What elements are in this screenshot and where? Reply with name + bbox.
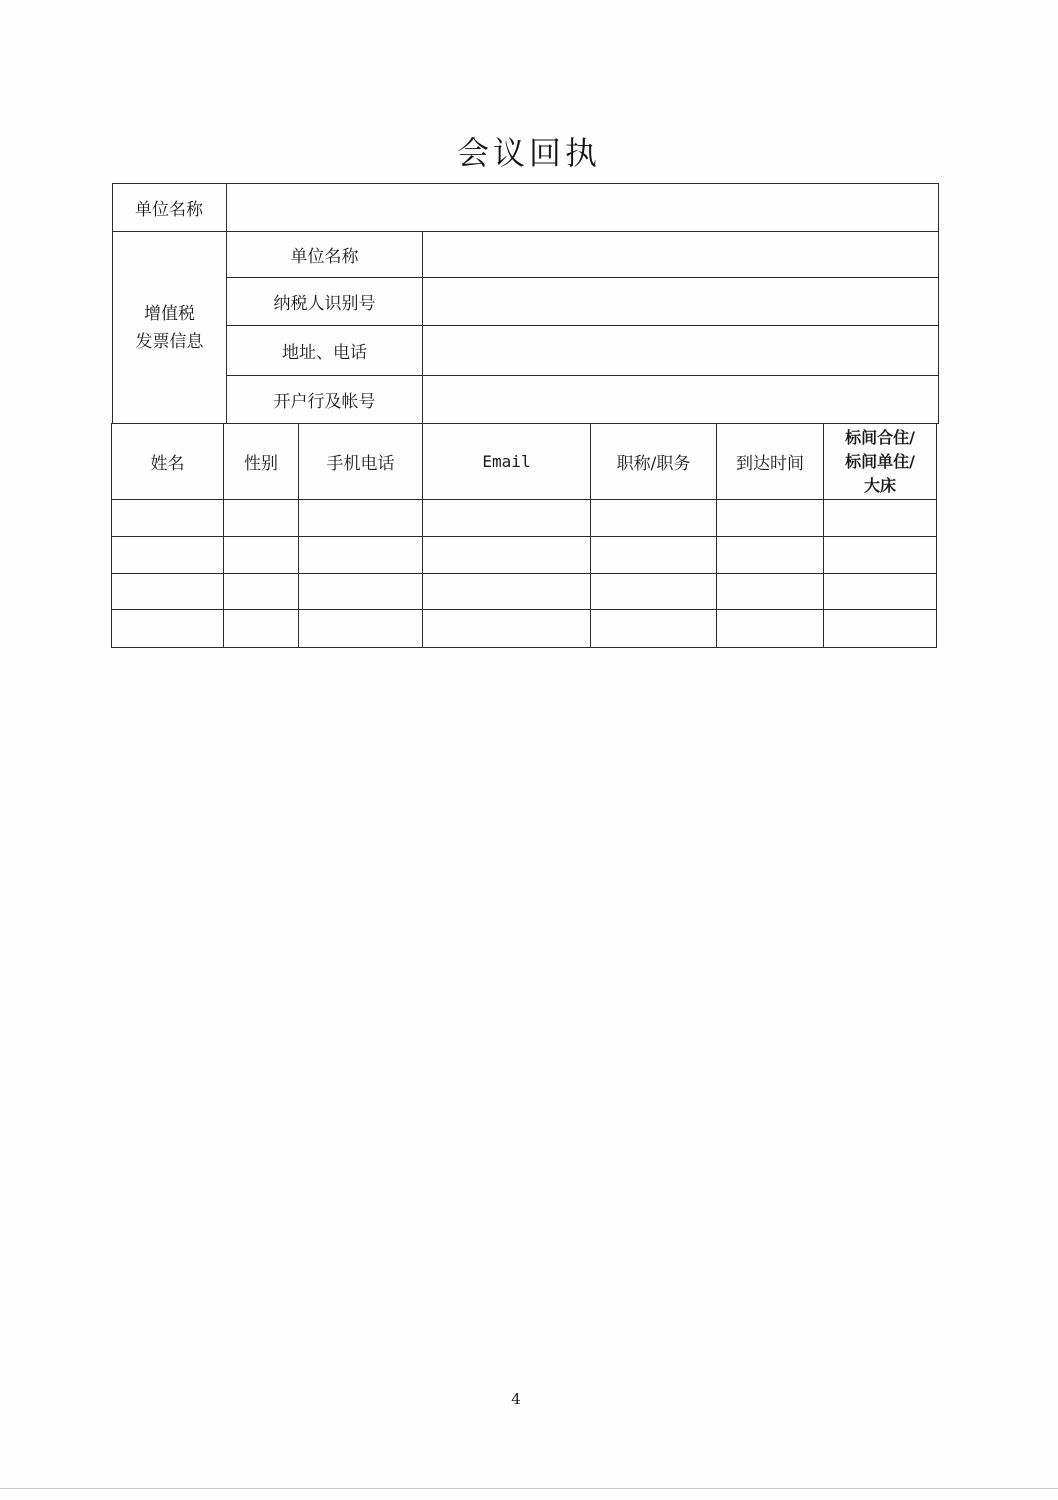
attendee-row (112, 574, 937, 610)
org-name-row (113, 184, 939, 232)
invoice-org-name-field[interactable] (423, 232, 939, 278)
header-gender: 性别 (224, 424, 299, 500)
attendee-phone-cell[interactable] (299, 610, 423, 648)
attendee-name-cell[interactable] (112, 574, 224, 610)
page-number: 4 (511, 1390, 521, 1408)
attendee-arrival-cell[interactable] (717, 574, 824, 610)
room-header-line: 标间单住/ (845, 451, 915, 471)
scan-edge-divider (0, 1488, 1058, 1489)
invoice-field-label: 开户行及帐号 (227, 376, 423, 424)
attendee-gender-cell[interactable] (224, 537, 299, 574)
attendee-name-cell[interactable] (112, 500, 224, 537)
organization-invoice-table (112, 183, 939, 424)
attendee-gender-cell[interactable] (224, 574, 299, 610)
room-header-line: 标间合住/ (845, 427, 915, 447)
attendee-table (111, 423, 937, 648)
attendee-header-row (112, 424, 937, 500)
invoice-row (113, 376, 939, 424)
header-name: 姓名 (112, 424, 224, 500)
header-email: Email (423, 424, 591, 500)
attendee-room-cell[interactable] (824, 500, 937, 537)
attendee-room-cell[interactable] (824, 537, 937, 574)
attendee-email-cell[interactable] (423, 500, 591, 537)
invoice-group-label-line2: 发票信息 (135, 331, 204, 352)
attendee-phone-cell[interactable] (299, 500, 423, 537)
attendee-name-cell[interactable] (112, 537, 224, 574)
attendee-phone-cell[interactable] (299, 537, 423, 574)
invoice-address-phone-field[interactable] (423, 326, 939, 376)
attendee-row (112, 610, 937, 648)
org-name-label: 单位名称 (113, 184, 227, 232)
invoice-field-label: 纳税人识别号 (227, 278, 423, 326)
header-room-type (824, 424, 937, 500)
attendee-arrival-cell[interactable] (717, 537, 824, 574)
attendee-arrival-cell[interactable] (717, 610, 824, 648)
header-phone: 手机电话 (299, 424, 423, 500)
attendee-arrival-cell[interactable] (717, 500, 824, 537)
attendee-row (112, 500, 937, 537)
attendee-email-cell[interactable] (423, 574, 591, 610)
attendee-row (112, 537, 937, 574)
page-title: 会议回执 (456, 134, 601, 172)
attendee-email-cell[interactable] (423, 610, 591, 648)
invoice-group-label-line1: 增值税 (144, 303, 195, 324)
attendee-title-cell[interactable] (591, 610, 717, 648)
attendee-email-cell[interactable] (423, 537, 591, 574)
invoice-row (113, 326, 939, 376)
invoice-field-label: 地址、电话 (227, 326, 423, 376)
org-name-field[interactable] (227, 184, 939, 232)
attendee-room-cell[interactable] (824, 574, 937, 610)
attendee-phone-cell[interactable] (299, 574, 423, 610)
invoice-row (113, 278, 939, 326)
attendee-gender-cell[interactable] (224, 610, 299, 648)
attendee-title-cell[interactable] (591, 500, 717, 537)
invoice-field-label: 单位名称 (227, 232, 423, 278)
header-title-position: 职称/职务 (591, 424, 717, 500)
room-header-line: 大床 (863, 475, 896, 495)
attendee-room-cell[interactable] (824, 610, 937, 648)
invoice-bank-account-field[interactable] (423, 376, 939, 424)
invoice-row (113, 232, 939, 278)
invoice-group-label (113, 232, 227, 424)
attendee-title-cell[interactable] (591, 537, 717, 574)
header-arrival-time: 到达时间 (717, 424, 824, 500)
attendee-name-cell[interactable] (112, 610, 224, 648)
attendee-gender-cell[interactable] (224, 500, 299, 537)
invoice-tax-id-field[interactable] (423, 278, 939, 326)
attendee-title-cell[interactable] (591, 574, 717, 610)
